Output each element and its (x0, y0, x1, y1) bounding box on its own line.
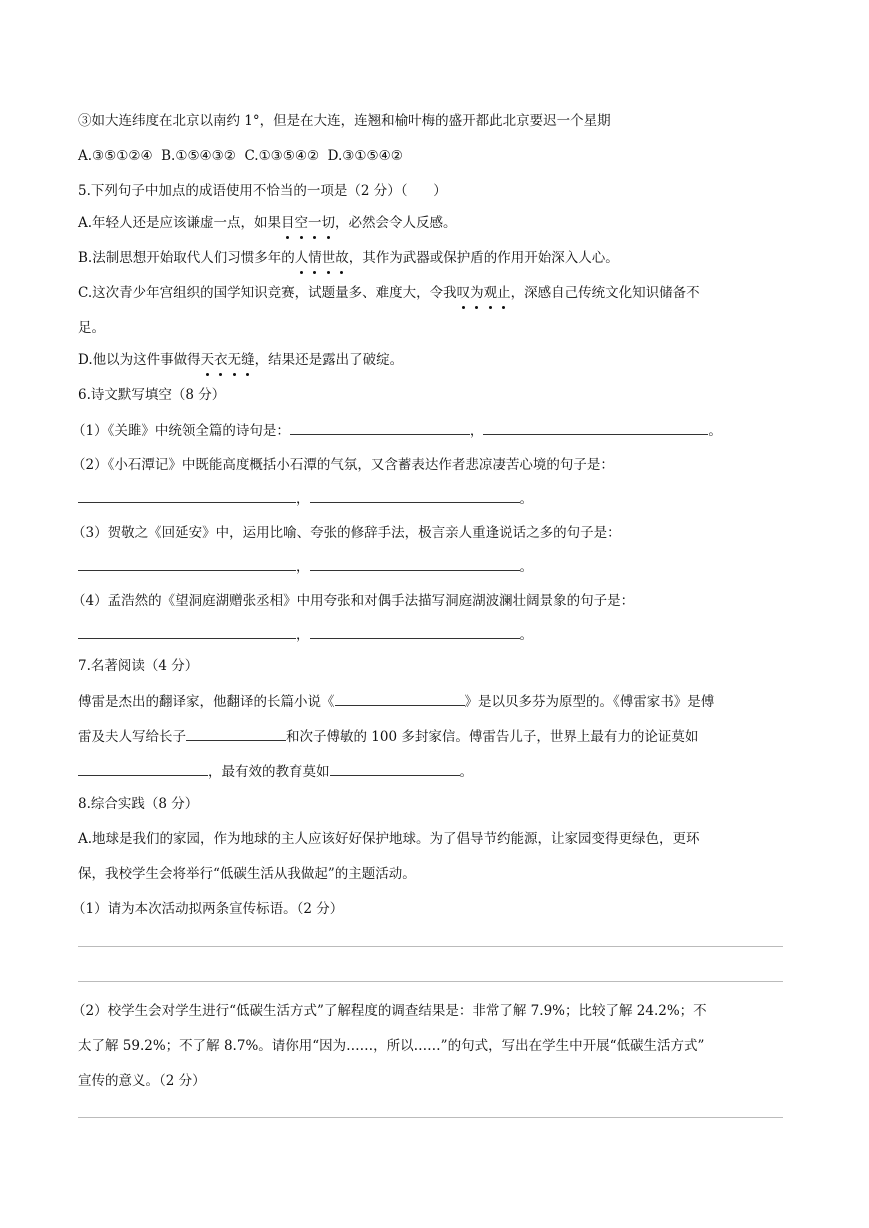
answer-line[interactable] (78, 1117, 783, 1118)
q5-option-d: D.他以为这件事做得天衣无缝，结果还是露出了破绽。 (78, 352, 404, 368)
q6-title: 6.诗文默写填空（8 分） (78, 387, 226, 403)
q7-title: 7.名著阅读（4 分） (78, 658, 199, 674)
q6-item-1: （1）《关雎》中统领全篇的诗句是： ， 。 (72, 420, 722, 441)
q8-intro-2: 保，我校学生会将举行“低碳生活从我做起”的主题活动。 (78, 866, 416, 882)
answer-blank[interactable] (335, 691, 465, 706)
answer-blank[interactable] (310, 556, 520, 571)
q5-option-c-cont: 足。 (78, 320, 105, 336)
answer-blank[interactable] (310, 624, 520, 639)
q6-item-3-answers: ， 。 (78, 556, 533, 577)
answer-blank[interactable] (330, 761, 460, 776)
answer-line[interactable] (78, 981, 783, 982)
answer-blank[interactable] (78, 624, 296, 639)
answer-blank[interactable] (78, 488, 296, 503)
q8-item-2-line-1: （2）校学生会对学生进行“低碳生活方式”了解程度的调查结果是：非常了解 7.9%；比较了解 24.2%；不 (72, 1003, 707, 1019)
q8-intro-1: A.地球是我们的家园，作为地球的主人应该好好保护地球。为了倡导节约能源，让家园变得更绿色，更环 (78, 831, 700, 847)
answer-line[interactable] (78, 946, 783, 947)
q6-item-4: （4）孟浩然的《望洞庭湖赠张丞相》中用夸张和对偶手法描写洞庭湖波澜壮阔景象的句子是： (72, 593, 635, 609)
q7-line-2: 雷及夫人写给长子 和次子傅敏的 100 多封家信。傅雷告儿子，世界上最有力的论证莫如 (78, 726, 698, 747)
answer-blank[interactable] (483, 420, 708, 435)
q5-option-a: A.年轻人还是应该谦虚一点，如果目空一切，必然会令人反感。 (78, 215, 457, 231)
option-line-3: ③如大连纬度在北京以南约 1°，但是在大连，连翘和榆叶梅的盛开都此北京要迟一个星期 (78, 113, 611, 129)
q6-item-2: （2）《小石潭记》中既能高度概括小石潭的气氛，又含蓄表达作者悲凉凄苦心境的句子是： (72, 457, 614, 473)
answer-blank[interactable] (290, 420, 470, 435)
q8-item-1: （1）请为本次活动拟两条宣传标语。（2 分） (72, 901, 344, 917)
q5-title: 5.下列句子中加点的成语使用不恰当的一项是（2 分）（ ） (78, 183, 447, 199)
answer-blank[interactable] (78, 761, 208, 776)
q4-choices: A.③⑤①②④ B.①⑤④③② C.①③⑤④② D.③①⑤④② (78, 148, 403, 164)
answer-blank[interactable] (78, 556, 296, 571)
q7-line-1: 傅雷是杰出的翻译家，他翻译的长篇小说《 》是以贝多芬为原型的。《傅雷家书》是傅 (78, 691, 714, 712)
q8-title: 8.综合实践（8 分） (78, 796, 199, 812)
q7-line-3: ，最有效的教育莫如 。 (78, 761, 473, 782)
q6-item-3: （3）贺敬之《回延安》中，运用比喻、夸张的修辞手法，极言亲人重逢说话之多的句子是： (72, 525, 621, 541)
q8-item-2-line-3: 宣传的意义。（2 分） (78, 1073, 206, 1089)
q5-option-c: C.这次青少年宫组织的国学知识竞赛，试题量多、难度大，令我叹为观止，深感自己传统文化知识储备不 (78, 285, 700, 301)
answer-blank[interactable] (186, 726, 286, 741)
answer-blank[interactable] (310, 488, 520, 503)
q5-option-b: B.法制思想开始取代人们习惯多年的人情世故，其作为武器或保护盾的作用开始深入人心。 (78, 250, 619, 266)
q6-item-4-answers: ， 。 (78, 624, 533, 645)
q6-item-2-answers: ， 。 (78, 488, 533, 509)
q8-item-2-line-2: 太了解 59.2%；不了解 8.7%。请你用“因为……，所以……”的句式，写出在学生中开展“低碳生活方式” (78, 1038, 705, 1054)
